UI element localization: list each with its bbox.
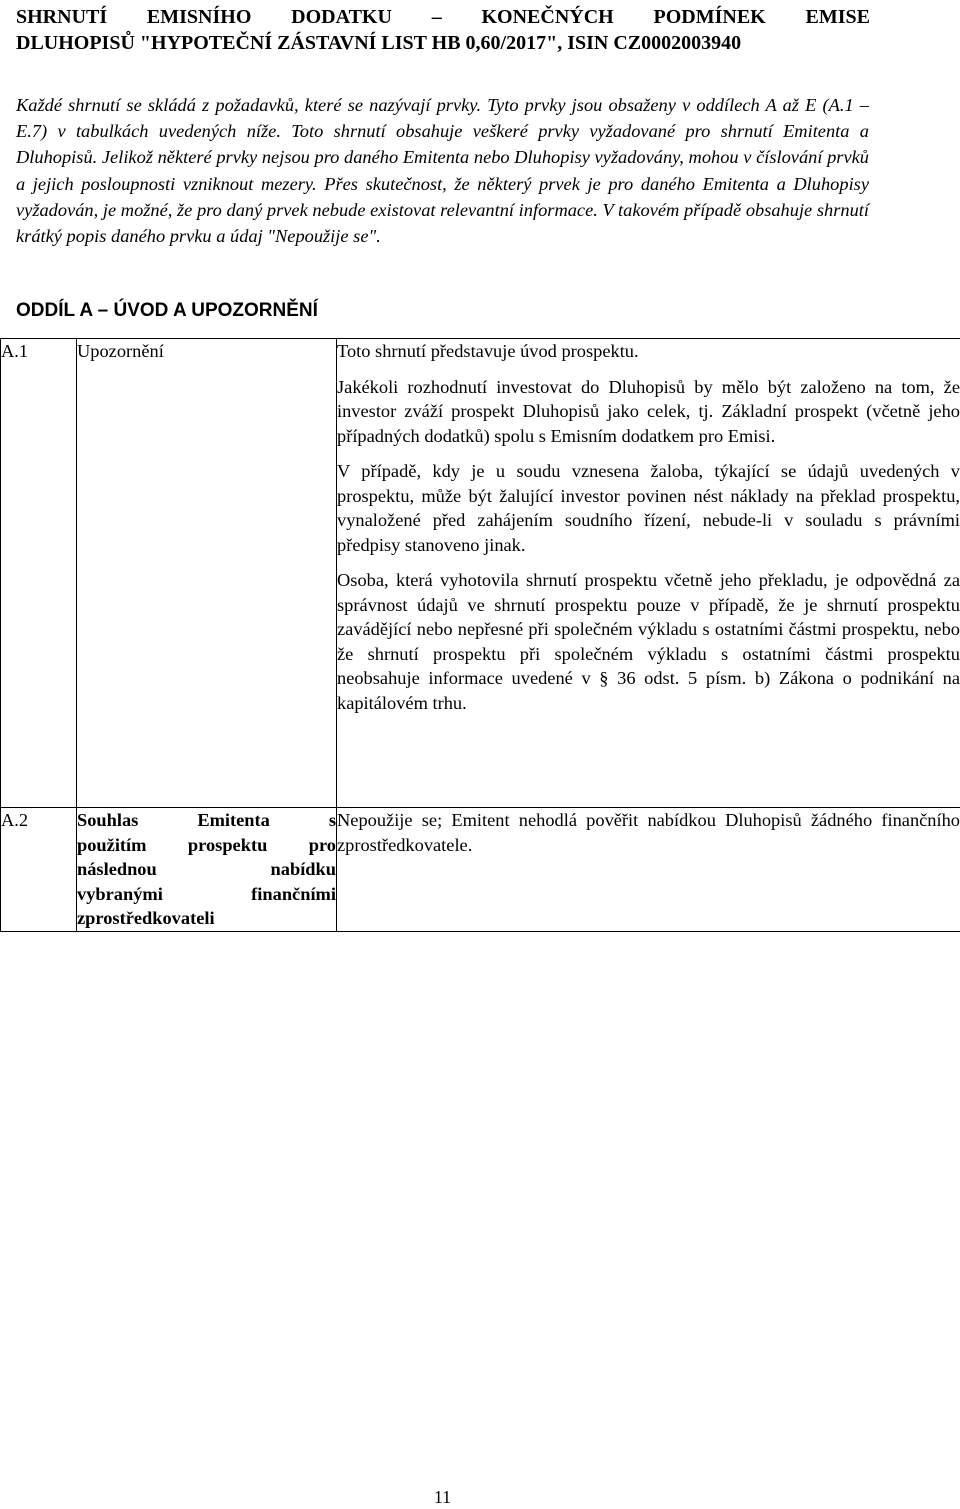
content-paragraph: Osoba, která vyhotovila shrnutí prospektu včetně jeho překladu, je odpovědná za správnost údajů ve shrnutí prospektu pouze v případě, že je shrnutí prospektu zavádějící nebo nepřesné při společném výkladu s ostatními částmi prospektu, nebo že shrnutí prospektu při společném výkladu s ostatními částmi prospektu neobsahuje informace uvedené v § 36 odst. 5 písm. b) Zákona o podnikání na kapitálovém trhu. — [337, 570, 960, 713]
element-content-cell — [337, 339, 960, 808]
document-title — [16, 4, 870, 56]
document-title-line-1: SHRNUTÍ EMISNÍHO DODATKU – KONEČNÝCH PODMÍNEK EMISE — [16, 6, 870, 28]
summary-table — [0, 338, 960, 932]
content-paragraph: Jakékoli rozhodnutí investovat do Dluhopisů by mělo být založeno na tom, že investor zváží prospekt Dluhopisů jako celek, tj. Základní prospekt (včetně jeho případných dodatků) spolu s Emisním dodatkem pro Emisi. — [337, 376, 960, 446]
element-label-line: zprostředkovateli — [77, 908, 215, 928]
element-id-cell — [1, 808, 77, 932]
table-row — [1, 808, 960, 932]
element-content-cell — [337, 808, 960, 932]
element-label-line: vybranými finančními — [77, 883, 336, 904]
element-label-cell — [77, 339, 337, 808]
element-label-cell — [77, 808, 337, 932]
document-title-line-2: DLUHOPISŮ "HYPOTEČNÍ ZÁSTAVNÍ LIST HB 0,60/2017", ISIN CZ0002003940 — [16, 32, 742, 54]
element-label-line: následnou nabídku — [77, 859, 336, 879]
element-id: A.2 — [1, 810, 29, 830]
element-label: Upozornění — [77, 341, 164, 361]
element-label-line: Souhlas Emitenta s — [77, 810, 336, 830]
page-number: 11 — [433, 1487, 452, 1507]
intro-paragraph: Každé shrnutí se skládá z požadavků, které se nazývají prvky. Tyto prvky jsou obsaženy v oddílech A až E (A.1 – E.7) v tabulkách uvedených níže. Toto shrnutí obsahuje veškeré prvky vyžadované pro shrnutí Emitenta a Dluhopisů. Jelikož některé prvky nejsou pro daného Emitenta nebo Dluhopisy vyžadovány, mohou v číslování prvků a jejich posloupnosti vzniknout mezery. Přes skutečnost, že některý prvek je pro daného Emitenta a Dluhopisy vyžadován, je možné, že pro daný prvek nebude existovat relevantní informace. V takovém případě obsahuje shrnutí krátký popis daného prvku a údaj "Nepoužije se". — [16, 95, 869, 247]
element-label-line: použitím prospektu pro — [77, 834, 336, 855]
content-paragraph: V případě, kdy je u soudu vznesena žaloba, týkající se údajů uvedených v prospektu, může být žalující investor povinen nést náklady na překlad prospektu, vynaložené před zahájením soudního řízení, nebude-li v souladu s právními předpisy stanoveno jinak. — [337, 461, 960, 555]
content-paragraph: Nepoužije se; Emitent nehodlá pověřit nabídkou Dluhopisů žádného finančního zprostředkovatele. — [337, 810, 960, 855]
section-heading: ODDÍL A – ÚVOD A UPOZORNĚNÍ — [16, 300, 318, 321]
table-row — [1, 339, 960, 808]
element-id: A.1 — [1, 341, 29, 361]
content-paragraph: Toto shrnutí představuje úvod prospektu. — [337, 341, 639, 361]
element-id-cell — [1, 339, 77, 808]
